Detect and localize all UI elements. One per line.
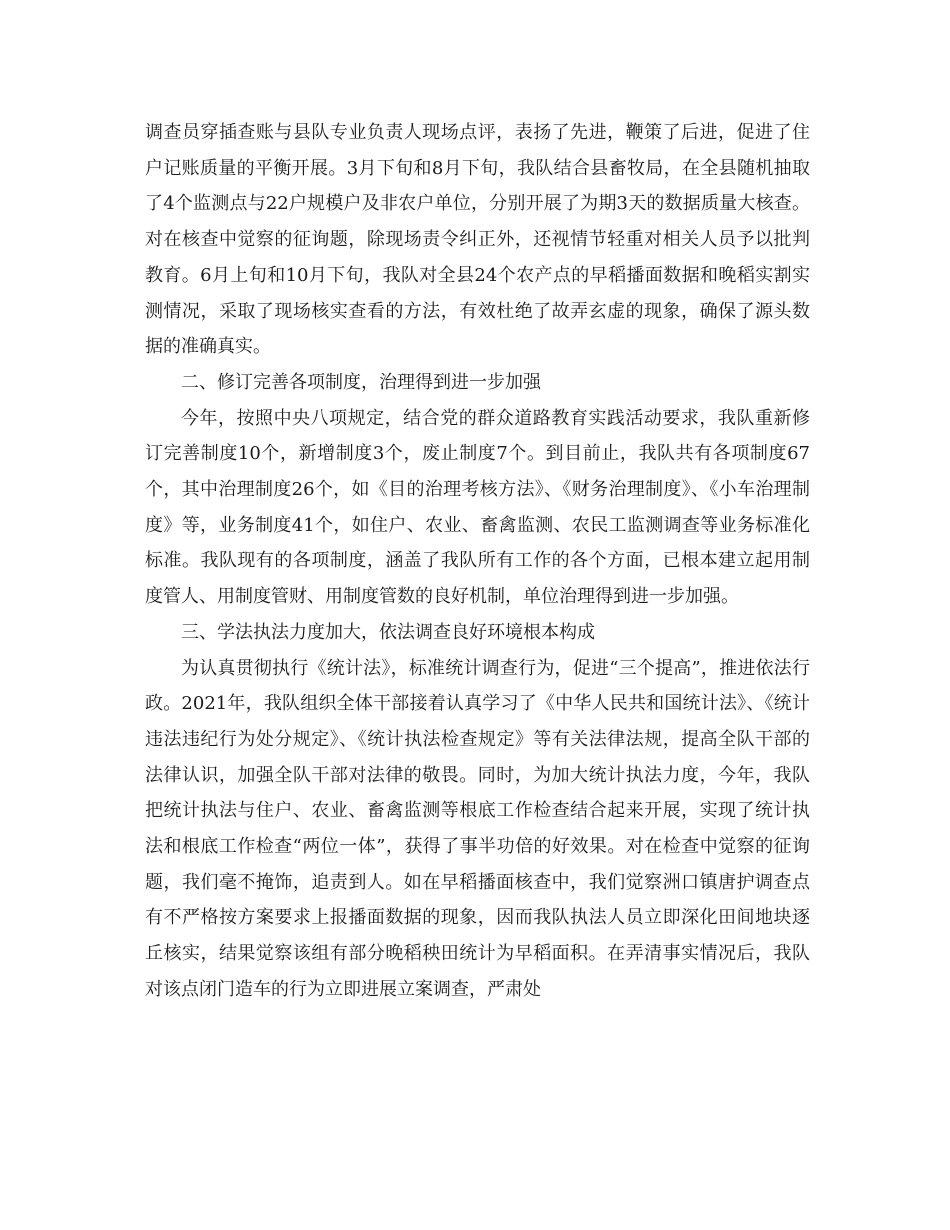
section-heading-3: 三、学法执法力度加大，依法调查良好环境根本构成 bbox=[181, 621, 595, 643]
document-body bbox=[145, 115, 810, 1008]
paragraph-continued: 调查员穿插查账与县队专业负责人现场点评，表扬了先进，鞭策了后进，促进了住户记账质量的平衡开展。3月下旬和8月下旬，我队结合县畜牧局，在全县随机抽取了4个监测点与22户规模户及非农户单位，分别开展了为期3天的数据质量大核查。对在核查中觉察的征询题，除现场责令纠正外，还视情节轻重对相关人员予以批判教育。6月上旬和10月下旬，我队对全县24个农产点的早稻播面数据和晚稻实割实测情况，采取了现场核实查看的方法，有效杜绝了故弄玄虚的现象，确保了源头数据的准确真实。 bbox=[145, 122, 810, 358]
paragraph: 为认真贯彻执行《统计法》，标准统计调查行为，促进“三个提高”，推进依法行政。2021年，我队组织全体干部接着认真学习了《中华人民共和国统计法》、《统计违法违纪行为处分规定》、《统计执法检查规定》等有关法律法规，提高全队干部的法律认识，加强全队干部对法律的敬畏。同时，为加大统计执法力度，今年，我队把统计执法与住户、农业、畜禽监测等根底工作检查结合起来开展，实现了统计执法和根底工作检查“两位一体”，获得了事半功倍的好效果。对在检查中觉察的征询题，我们毫不掩饰，追责到人。如在早稻播面核查中，我们觉察洲口镇唐护调查点有不严格按方案要求上报播面数据的现象，因而我队执法人员立即深化田间地块逐丘核实，结果觉察该组有部分晚稻秧田统计为早稻面积。在弄清事实情况后，我队对该点闭门造车的行为立即进展立案调查，严肃处 bbox=[145, 657, 810, 1000]
section-heading-2: 二、修订完善各项制度，治理得到进一步加强 bbox=[181, 371, 541, 393]
paragraph: 今年，按照中央八项规定，结合党的群众道路教育实践活动要求，我队重新修订完善制度10个，新增制度3个，废止制度7个。到目前止，我队共有各项制度67个，其中治理制度26个，如《目的治理考核方法》、《财务治理制度》、《小车治理制度》等，业务制度41个，如住户、农业、畜禽监测、农民工监测调查等业务标准化标准。我队现有的各项制度，涵盖了我队所有工作的各个方面，已根本建立起用制度管人、用制度管财、用制度管数的良好机制，单位治理得到进一步加强。 bbox=[145, 407, 810, 608]
